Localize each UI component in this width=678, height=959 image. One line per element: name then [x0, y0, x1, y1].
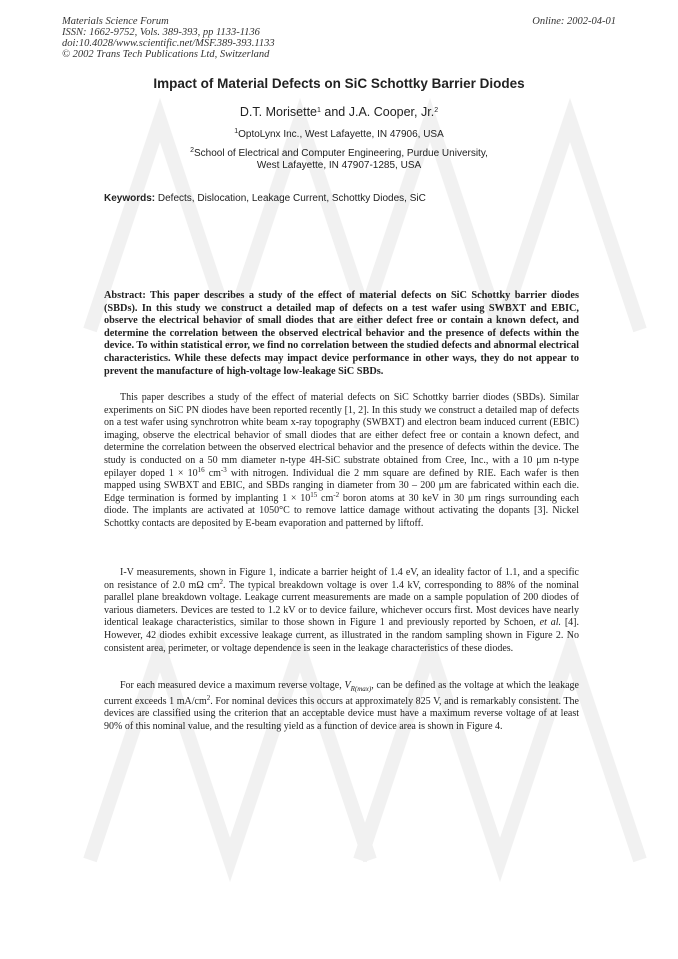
citation-etal: et al. — [539, 617, 561, 629]
abstract: Abstract: This paper describes a study of the effect of material defects on SiC Schottky barrier diodes (SBDs). In this study we construct a detailed map of defects on a test wafer using SWBXT and EBIC, observe the electrical behavior of small diodes that are either defect free or contain a known defect, and determine the correlation between the observed electrical behavior and the presence of defects within the device. To within statistical error, we find no correlation between the studied defects and abnormal electrical characteristics. While these defects may impact device performance in other ways, they do not appear to prevent the manufacture of high-voltage low-leakage SiC SBDs. — [104, 290, 579, 377]
text-run: with nitrogen. Individual die 2 mm square are defined by RIE. Each wafer is then mapped using SWBXT and EBIC, and SBDs ranging in diameter from 30 – 200 μm are fabricated within each die. Edge termination is formed by implanting 1 × 10 — [104, 467, 580, 504]
subscript: R(max) — [350, 685, 372, 693]
keywords-list: Defects, Dislocation, Leakage Current, Schottky Diodes, SiC — [155, 193, 426, 204]
keywords-label: Keywords: — [104, 193, 156, 204]
affiliation-text: School of Electrical and Computer Engineering, Purdue University, — [194, 148, 488, 159]
copyright-line: © 2002 Trans Tech Publications Ltd, Switzerland — [62, 49, 270, 60]
text-run: . The typical breakdown voltage is over 1.4 kV, corresponding to 88% of the nominal parallel plane breakdown voltage. Leakage current measurements are made on a sample population of 200 diodes of various diameters. Devices are tested to 1.2 kV or to device failure, whichever occurs first. Most devices have nearly identical leakage characteristics, similar to those shown in Figure 1 and previously reported by Schoen, — [104, 579, 579, 629]
text-run: cm — [317, 492, 334, 504]
affiliation-1 — [0, 129, 678, 141]
journal-header — [62, 16, 402, 60]
author-separator: and — [320, 105, 349, 119]
body-paragraph — [104, 392, 579, 531]
text-run: . For nominal devices this occurs at approximately 825 V, and is remarkably consistent. The devices are classified using the criterion that an acceptable device must have a maximum reverse voltage of at least 90% of this nominal value, and the resulting yield as a function of device area is shown in Figure 4. — [104, 695, 579, 732]
author-affiliation-mark: 1 — [317, 107, 321, 114]
journal-name: Materials Science Forum — [62, 16, 169, 27]
superscript: -3 — [220, 465, 227, 474]
affiliation-mark: 2 — [190, 147, 195, 154]
text-run: [4]. However, 42 diodes exhibit excessive leakage current, as illustrated in the random sampling shown in Figure 2. No consistent area, perimeter, or voltage dependence is seen in the leakage characteristics of these diodes. — [104, 617, 579, 654]
superscript: 16 — [197, 465, 205, 474]
text-run: For each measured device a maximum reverse voltage, — [120, 680, 345, 691]
text-run: I-V measurements, shown in Figure 1, indicate a barrier height of 1.4 eV, an ideality factor of 1.1, and a specific on resistance of 2.0 mΩ cm — [104, 567, 579, 591]
paper-title: Impact of Material Defects on SiC Schottky Barrier Diodes — [153, 76, 525, 91]
issn-line: ISSN: 1662-9752, Vols. 389-393, pp 1133-1136 — [62, 27, 260, 38]
author-affiliation-mark: 2 — [434, 107, 439, 114]
affiliation-mark: 1 — [234, 128, 239, 135]
affiliation-text: West Lafayette, IN 47907-1285, USA — [256, 160, 422, 171]
author-name: J.A. Cooper, Jr. — [348, 105, 435, 119]
affiliation-text: OptoLynx Inc., West Lafayette, IN 47906, USA — [238, 129, 444, 140]
superscript: 2 — [219, 577, 224, 586]
keywords-line — [104, 193, 584, 204]
superscript: 15 — [310, 490, 318, 499]
text-run: cm — [204, 467, 221, 479]
affiliation-2 — [0, 148, 678, 172]
text-run: boron atoms at 30 keV in 30 μm rings surrounding each diode. The implants are activated at 1050°C to remove lattice damage without activating the dopants [3]. Nickel Schottky contacts are deposited by E-beam evaporation and patterned by liftoff. — [104, 492, 579, 529]
body-paragraph — [104, 680, 579, 733]
body-paragraph — [104, 567, 579, 655]
author-name: D.T. Morisette — [239, 105, 317, 119]
text-run: This paper describes a study of the effect of material defects on SiC Schottky barrier diodes (SBDs). Similar experiments on SiC PN diodes have been reported recently [1, 2]. In this study we construct a detailed map of defects on a test wafer using synchrotron white beam x-ray topography (SWBXT) and electron beam induced current (EBIC) imaging, observe the electrical behavior of small diodes that are either defect free or contain a known defect, and determine the correlation between the observed electrical behavior and the presence of defects within the device. The study is conducted on a 50 mm diameter n-type 4H-SiC substrate obtained from Cree, Inc., with a 10 μm n-type epilayer doped 1 × 10 — [104, 392, 579, 479]
superscript: 2 — [206, 693, 211, 702]
online-date: Online: 2002-04-01 — [532, 16, 616, 27]
text-run: , can be defined as the voltage at which the leakage current exceeds 1 mA/cm — [104, 680, 579, 707]
author-list — [0, 105, 678, 119]
superscript: -2 — [333, 490, 340, 499]
math-symbol: V — [344, 680, 351, 691]
doi-line[interactable]: doi:10.4028/www.scientific.net/MSF.389-393.1133 — [62, 38, 275, 49]
